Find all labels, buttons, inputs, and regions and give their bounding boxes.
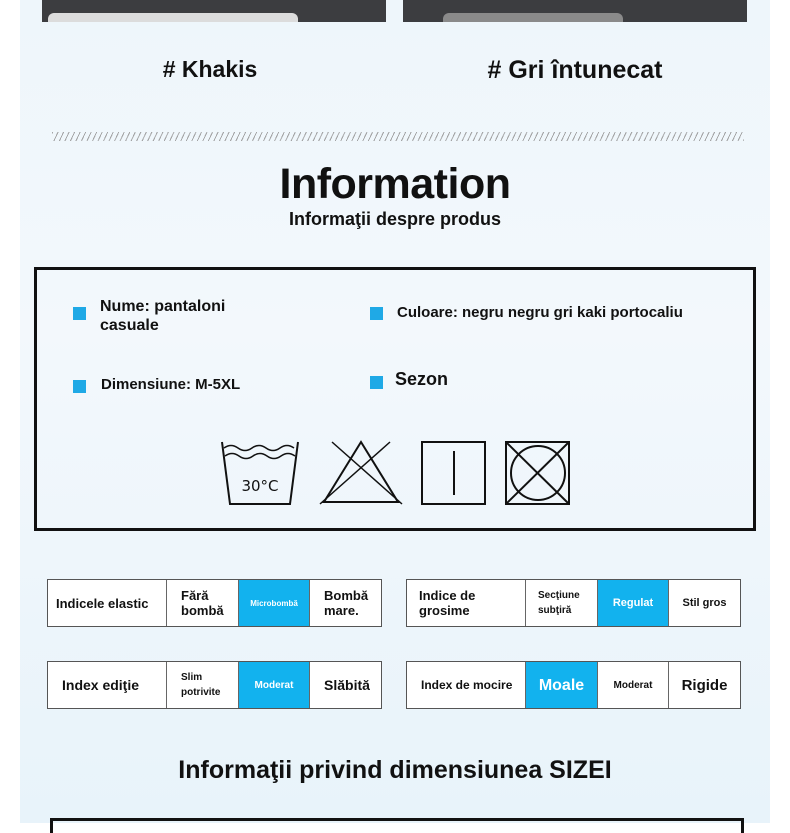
info-title: Information — [279, 160, 511, 208]
thickness-index-table — [406, 579, 741, 627]
softness-index-label: Index de mocire — [407, 662, 526, 708]
color-label-khaki: # Khakis — [162, 56, 258, 82]
info-item-color: Culoare: negru negru gri kaki portocaliu — [397, 304, 683, 321]
fit-index-label: Index ediţie — [48, 662, 167, 708]
softness-option-moderate: Moderat — [598, 662, 669, 708]
softness-option-soft: Moale — [526, 662, 598, 708]
elastic-option-micro: Microbombă — [239, 580, 310, 626]
fit-option-slim: Slim potrivite — [167, 662, 239, 708]
fit-option-moderate: Moderat — [239, 662, 310, 708]
khaki-product-photo — [42, 0, 386, 22]
fit-index-table — [47, 661, 382, 709]
thickness-option-regular: Regulat — [598, 580, 669, 626]
wash-30-icon — [220, 440, 300, 511]
fit-option-loose: Slăbită — [324, 676, 370, 693]
shoe-image — [48, 13, 298, 22]
dark-gray-product-photo — [403, 0, 747, 22]
info-subtitle: Informaţii despre produs — [288, 209, 502, 229]
elastic-index-label: Indicele elastic — [48, 580, 167, 626]
thickness-option-thin: Secţiune subţiră — [526, 580, 598, 626]
size-table — [50, 818, 744, 833]
elastic-option-large: Bombă mare. — [324, 588, 369, 618]
thickness-option-thick: Stil gros — [682, 596, 727, 609]
softness-index-table — [406, 661, 741, 709]
info-item-season: Sezon — [395, 369, 449, 389]
info-item-name: Nume: pantaloni casuale — [100, 298, 226, 334]
thickness-index-label: Indice de grosime — [407, 580, 526, 626]
do-not-iron-icon — [505, 441, 571, 510]
wash-temp-label: 30°C — [241, 477, 279, 495]
no-bleach-icon — [318, 440, 404, 511]
elastic-option-none: Fără bombă — [167, 580, 239, 626]
elastic-index-table — [47, 579, 382, 627]
bullet-icon — [370, 307, 383, 320]
bullet-icon — [73, 380, 86, 393]
bullet-icon — [370, 376, 383, 389]
tumble-dry-icon — [421, 441, 487, 510]
hatched-divider — [52, 132, 744, 141]
softness-option-rigid: Rigide — [681, 676, 728, 694]
color-label-dark-gray: # Gri întunecat — [487, 56, 663, 84]
shoe-image — [443, 13, 623, 22]
info-item-size: Dimensiune: M-5XL — [101, 376, 241, 393]
size-info-title: Informaţii privind dimensiunea SIZEI — [178, 756, 612, 784]
bullet-icon — [73, 307, 86, 320]
